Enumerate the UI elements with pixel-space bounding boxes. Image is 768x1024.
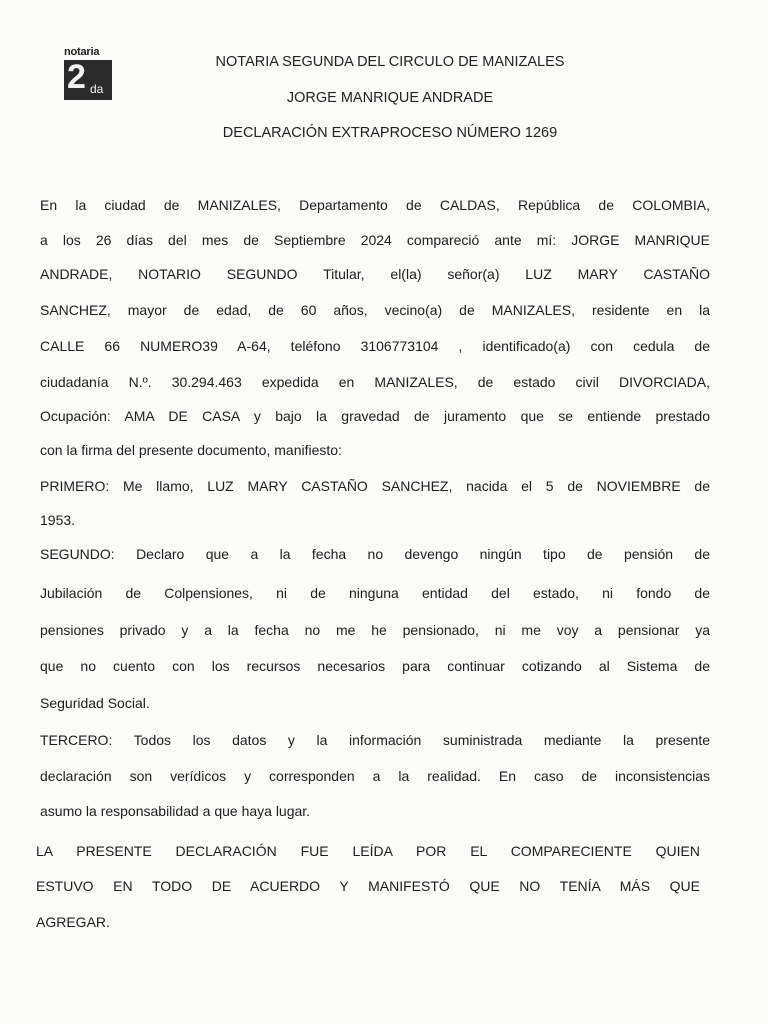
primero-line: PRIMERO: Me llamo, LUZ MARY CASTAÑO SANCHEZ, nacida el 5 de NOVIEMBRE de — [40, 478, 710, 494]
body-line: CALLE 66 NUMERO39 A-64, teléfono 3106773104 , identificado(a) con cedula de — [40, 338, 710, 354]
logo-top-text: notaria — [64, 46, 100, 58]
body-line: SANCHEZ, mayor de edad, de 60 años, vecino(a) de MANIZALES, residente en la — [40, 302, 710, 318]
closing-line: LA PRESENTE DECLARACIÓN FUE LEÍDA POR EL COMPARECIENTE QUIEN — [36, 843, 700, 859]
logo-box — [64, 60, 112, 100]
segundo-line: Seguridad Social. — [40, 695, 150, 711]
header-notaria: NOTARIA SEGUNDA DEL CIRCULO DE MANIZALES — [215, 54, 565, 70]
body-line: con la firma del presente documento, manifiesto: — [40, 442, 342, 458]
tercero-line: declaración son verídicos y corresponden a la realidad. En caso de inconsistencias — [40, 768, 710, 784]
tercero-line: asumo la responsabilidad a que haya lugar. — [40, 803, 311, 819]
notaria-logo — [62, 46, 116, 106]
header-notary-name: JORGE MANRIQUE ANDRADE — [286, 90, 494, 106]
closing-line: AGREGAR. — [36, 914, 110, 930]
primero-line: 1953. — [40, 512, 76, 528]
logo-number: 2 — [67, 58, 86, 96]
body-line: ANDRADE, NOTARIO SEGUNDO Titular, el(la) señor(a) LUZ MARY CASTAÑO — [40, 266, 710, 282]
segundo-line: Jubilación de Colpensiones, ni de ninguna entidad del estado, ni fondo de — [40, 585, 710, 601]
segundo-line: pensiones privado y a la fecha no me he pensionado, ni me voy a pensionar ya — [40, 622, 710, 638]
body-line: En la ciudad de MANIZALES, Departamento de CALDAS, República de COLOMBIA, — [40, 197, 710, 213]
segundo-line: SEGUNDO: Declaro que a la fecha no devengo ningún tipo de pensión de — [40, 546, 710, 562]
body-line: a los 26 días del mes de Septiembre 2024 compareció ante mí: JORGE MANRIQUE — [40, 232, 710, 248]
body-line: Ocupación: AMA DE CASA y bajo la gravedad de juramento que se entiende prestado — [40, 408, 710, 424]
logo-suffix: da — [90, 82, 104, 96]
header-declaration-number: DECLARACIÓN EXTRAPROCESO NÚMERO 1269 — [222, 125, 558, 141]
body-line: ciudadanía N.º. 30.294.463 expedida en MANIZALES, de estado civil DIVORCIADA, — [40, 374, 710, 390]
closing-line: ESTUVO EN TODO DE ACUERDO Y MANIFESTÓ QUE NO TENÍA MÁS QUE — [36, 878, 700, 894]
segundo-line: que no cuento con los recursos necesarios para continuar cotizando al Sistema de — [40, 658, 710, 674]
tercero-line: TERCERO: Todos los datos y la información suministrada mediante la presente — [40, 732, 710, 748]
